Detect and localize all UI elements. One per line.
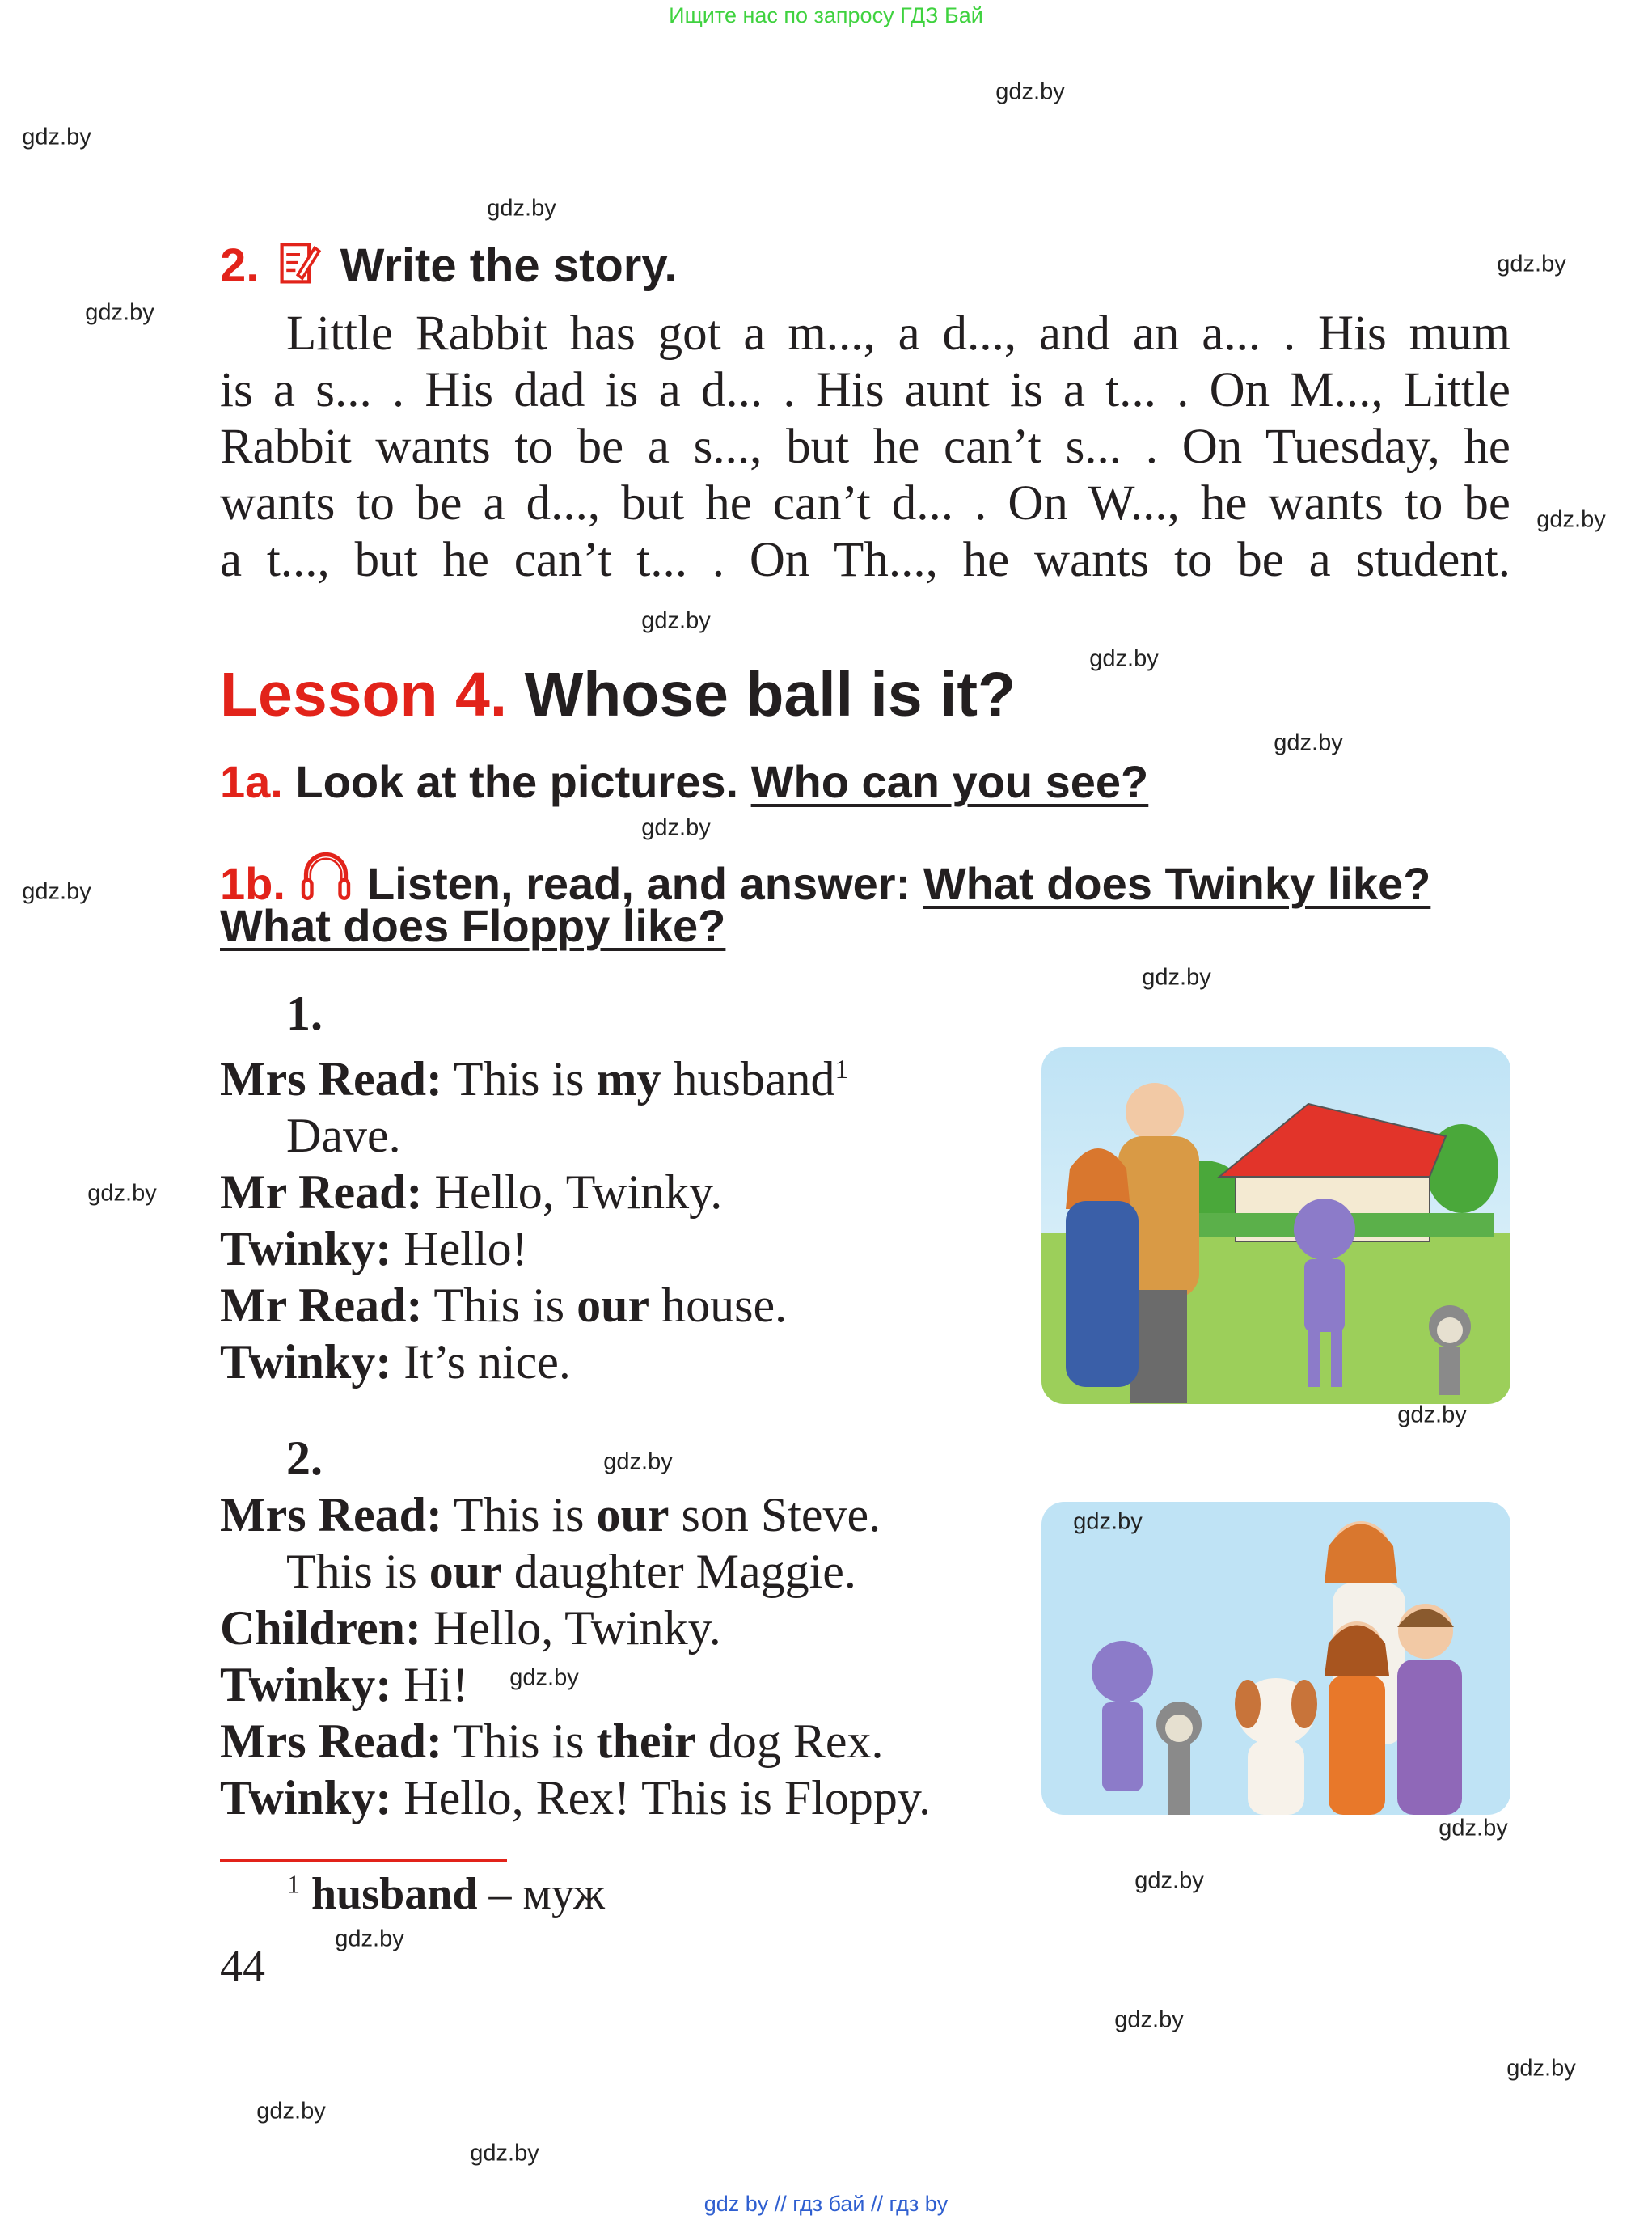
speaker-name: Mrs Read: <box>220 1715 442 1768</box>
dialogue-line <box>220 1769 996 1826</box>
exercise-2-heading <box>220 239 677 293</box>
dialogue-2 <box>220 1430 996 1826</box>
exercise-number: 2. <box>220 239 260 292</box>
story-line: a t..., but he can’t t... . On Th..., he wants to be a student. <box>220 533 1510 587</box>
exercise-1a <box>220 755 1148 808</box>
exercise-text: Look at the pictures. <box>295 756 739 807</box>
speaker-name: Mr Read: <box>220 1279 423 1332</box>
dialogue-text: Hello, Twinky. <box>420 1601 721 1655</box>
watermark: gdz.by <box>470 2140 539 2167</box>
watermark: gdz.by <box>1073 1508 1143 1535</box>
dialogue-text: daughter Maggie. <box>501 1545 856 1598</box>
story-line: is a s... . His dad is a d... . His aunt is a t... . On M..., Little <box>220 363 1510 417</box>
lesson-heading <box>220 659 1016 731</box>
dialogue-text: This is <box>442 1715 597 1768</box>
exercise-number: 1a. <box>220 756 283 807</box>
footnote-mark: 1 <box>287 1869 300 1899</box>
watermark: gdz.by <box>641 814 711 841</box>
speaker-name: Twinky: <box>220 1222 392 1275</box>
dialogue-text: Dave. <box>286 1109 401 1162</box>
dialogue-line <box>220 1656 996 1713</box>
story-line: Little Rabbit has got a m..., a d..., and an a... . His mum <box>286 307 1510 361</box>
dialogue-line <box>220 1713 996 1769</box>
emphasized-word: my <box>596 1052 661 1106</box>
dialogue-text: house. <box>649 1279 788 1332</box>
story-line: wants to be a d..., but he can’t d... . On W..., he wants to be <box>220 476 1510 531</box>
watermark: gdz.by <box>1536 506 1606 533</box>
illustration-family-house <box>1041 1047 1510 1404</box>
dialogue-line <box>220 1334 996 1390</box>
dialogue-text: husband <box>661 1052 835 1106</box>
footnote-word: husband <box>311 1869 478 1919</box>
headphones-icon <box>298 846 354 903</box>
dialogue-text: This is <box>286 1545 429 1598</box>
dialogue-text: dog Rex. <box>695 1715 884 1768</box>
watermark: gdz.by <box>22 878 91 905</box>
speaker-name: Twinky: <box>220 1771 392 1824</box>
watermark: gdz.by <box>1142 964 1211 991</box>
search-banner[interactable]: Ищите нас по запросу ГДЗ Бай <box>669 3 983 27</box>
emphasized-word: our <box>596 1488 670 1541</box>
watermark: gdz.by <box>487 195 556 222</box>
speaker-name: Children: <box>220 1601 421 1655</box>
speaker-name: Mr Read: <box>220 1165 423 1219</box>
footnote-divider <box>220 1859 507 1862</box>
watermark: gdz.by <box>85 299 154 326</box>
watermark: gdz.by <box>1274 729 1343 756</box>
watermark: gdz.by <box>1439 1815 1508 1841</box>
exercise-text: Listen, read, and answer: <box>367 858 911 909</box>
watermark: gdz.by <box>256 2098 326 2125</box>
watermark: gdz.by <box>509 1664 579 1691</box>
watermark: gdz.by <box>641 607 711 634</box>
dialogue-number: 2. <box>286 1431 323 1485</box>
exercise-question: Who can you see? <box>750 756 1149 807</box>
dialogue-line <box>220 1486 996 1543</box>
page-number: 44 <box>220 1942 265 1992</box>
dialogue-text: This is <box>442 1052 597 1106</box>
watermark: gdz.by <box>1506 2055 1576 2082</box>
speaker-name: Mrs Read: <box>220 1052 442 1106</box>
dialogue-text: Hi! <box>391 1658 469 1711</box>
dialogue-text: Hello, Rex! This is Floppy. <box>391 1771 931 1824</box>
watermark: gdz.by <box>335 1926 404 1952</box>
dialogue-text: Hello, Twinky. <box>422 1165 723 1219</box>
watermark: gdz.by <box>1114 2006 1184 2033</box>
watermark: gdz.by <box>1089 645 1159 672</box>
footer-links[interactable]: gdz by // гдз бай // гдз by <box>703 2192 949 2216</box>
footnote <box>287 1868 605 1920</box>
write-notebook-icon <box>277 241 323 286</box>
dialogue-line <box>220 1277 996 1334</box>
dialogue-line <box>220 1543 996 1600</box>
dialogue-line <box>220 1042 996 1107</box>
exercise-question: What does Twinky like? <box>923 858 1431 909</box>
story-paragraph <box>220 306 1510 589</box>
dialogue-line <box>220 1107 996 1164</box>
watermark: gdz.by <box>22 124 91 150</box>
speaker-name: Mrs Read: <box>220 1488 442 1541</box>
watermark: gdz.by <box>1134 1867 1204 1894</box>
watermark: gdz.by <box>1397 1402 1467 1428</box>
dialogue-number: 1. <box>286 987 323 1040</box>
emphasized-word: our <box>429 1545 502 1598</box>
emphasized-word: their <box>596 1715 696 1768</box>
dialogue-text: Hello! <box>391 1222 528 1275</box>
lesson-title: Whose ball is it? <box>524 660 1016 729</box>
watermark: gdz.by <box>87 1180 157 1207</box>
dialogue-text: It’s nice. <box>391 1335 571 1389</box>
exercise-title: Write the story. <box>340 239 678 292</box>
story-line: Rabbit wants to be a s..., but he can’t s... . On Tuesday, he <box>220 420 1510 474</box>
lesson-label: Lesson 4. <box>220 660 508 729</box>
watermark: gdz.by <box>1497 251 1566 277</box>
footnote-translation: – муж <box>477 1869 605 1919</box>
speaker-name: Twinky: <box>220 1658 392 1711</box>
watermark: gdz.by <box>603 1448 673 1475</box>
exercise-question: What does Floppy like? <box>220 900 726 951</box>
dialogue-text: This is <box>442 1488 597 1541</box>
dialogue-line <box>220 1600 996 1656</box>
dialogue-line <box>220 1220 996 1277</box>
dialogue-text: This is <box>422 1279 577 1332</box>
exercise-number: 1b. <box>220 858 285 909</box>
footnote-reference: 1 <box>834 1055 849 1085</box>
dialogue-line <box>220 1164 996 1220</box>
dialogue-text: son Steve. <box>669 1488 881 1541</box>
watermark: gdz.by <box>995 78 1065 105</box>
speaker-name: Twinky: <box>220 1335 392 1389</box>
dialogue-1 <box>220 985 996 1390</box>
illustration-family-children-dog <box>1041 1502 1510 1815</box>
emphasized-word: our <box>577 1279 650 1332</box>
exercise-1b-line2 <box>220 899 725 952</box>
